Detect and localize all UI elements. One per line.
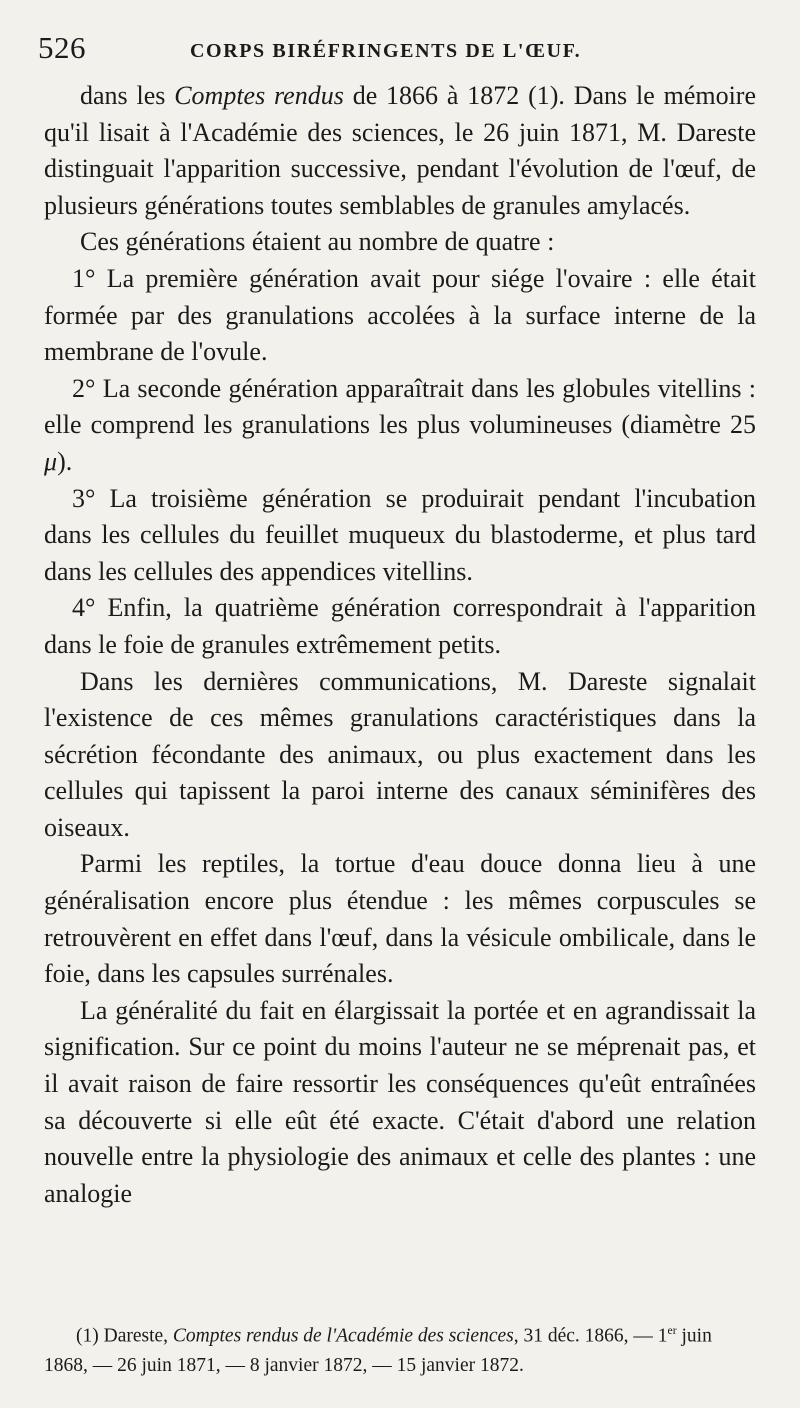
footnote: (1) Dareste, Comptes rendus de l'Académie des sciences, 31 déc. 1866, — 1er juin 1868, — 26 juin 1871, — 8 janvier 1872, — 15 janvier 1872. [44,1324,712,1376]
numbered-paragraph: 2° La seconde génération apparaîtrait dans les globules vitellins : elle comprend les granulations les plus volumineuses (diamètre 25 μ). [44,373,756,476]
paragraph: Ces générations étaient au nombre de quatre : [80,227,555,257]
numbered-paragraph: 3° La troisième génération se produirait pendant l'incubation dans les cellules du feuillet muqueux du blastoderme, et plus tard dans les cellules des appendices vitellins. [44,483,756,586]
page-header [38,30,762,70]
paragraph: Parmi les reptiles, la tortue d'eau douce donna lieu à une généralisation encore plus étendue : les mêmes corpuscules se retrouvèrent en effet dans l'œuf, dans la vésicule ombilicale, dans le foie, dans les capsules surrénales. [44,849,756,989]
numbered-paragraph: 1° La première génération avait pour siége l'ovaire : elle était formée par des granulations accolées à la surface interne de la membrane de l'ovule. [44,263,756,367]
paragraph: dans les Comptes rendus de 1866 à 1872 (1). Dans le mémoire qu'il lisait à l'Académie des sciences, le 26 juin 1871, M. Dareste distinguait l'apparition successive, pendant l'évolution de l'œuf, de plusieurs générations toutes semblables de granules amylacés. [44,81,756,220]
numbered-paragraph: 4° Enfin, la quatrième génération correspondrait à l'apparition dans le foie de granules extrêmement petits. [44,593,756,659]
body-text [44,78,756,1212]
paragraph: Dans les dernières communications, M. Dareste signalait l'existence de ces mêmes granulations caractéristiques dans la sécrétion fécondante des animaux, ou plus exactement dans les cellules qui tapissent la paroi interne des canaux séminifères des oiseaux. [44,666,756,842]
page-number: 526 [38,30,86,65]
running-title: CORPS BIRÉFRINGENTS DE L'ŒUF. [190,40,582,62]
footnotes [44,1316,756,1380]
paragraph: La généralité du fait en élargissait la portée et en agrandissait la signification. Sur ce point du moins l'auteur ne se méprenait pas, et il avait raison de faire ressortir les conséquences qu'eût entraînées sa découverte si elle eût été exacte. C'était d'abord une relation nouvelle entre la physiologie des animaux et celle des plantes : une analogie [44,995,756,1208]
